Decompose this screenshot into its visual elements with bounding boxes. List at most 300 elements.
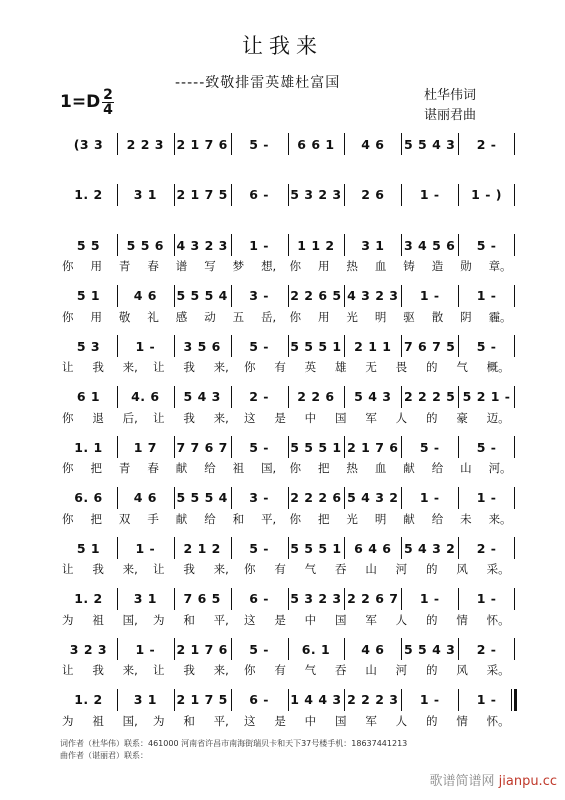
- measure-notes: 5 1: [76, 540, 101, 556]
- measure: [117, 487, 174, 509]
- measure: [60, 638, 117, 660]
- barline: [458, 133, 459, 155]
- lyric-line: [60, 359, 515, 375]
- lyric-line: [60, 410, 515, 426]
- measure: [288, 588, 345, 610]
- lyric-syllable: 人: [395, 612, 408, 627]
- barline: [117, 588, 118, 610]
- measure-notes: 1 -: [419, 187, 440, 202]
- measure: [344, 537, 401, 559]
- measure: [174, 234, 231, 256]
- barline: [514, 386, 515, 408]
- lyric-syllable: 国,: [261, 461, 277, 475]
- measure-notes: 5 4 3 2: [404, 540, 456, 556]
- measure: [401, 588, 458, 610]
- lyric-syllable: 谱: [175, 259, 188, 273]
- lyric-syllable: 国: [335, 713, 347, 728]
- measure-notes: 3 -: [249, 490, 269, 505]
- lyric-syllable: 热: [346, 259, 358, 273]
- measure: [117, 386, 174, 408]
- measure: [60, 335, 117, 357]
- measure: [458, 638, 515, 660]
- lyric-syllable: 风: [456, 562, 468, 576]
- lyric-syllable: 有: [274, 562, 286, 576]
- measure-notes: 3 1: [361, 237, 385, 253]
- barline: [174, 335, 175, 357]
- measure-notes: 1 -: [476, 288, 497, 303]
- measure: [344, 487, 401, 509]
- measure: [458, 184, 515, 206]
- measure-notes: 6 6 1: [297, 136, 335, 152]
- barline: [231, 689, 232, 711]
- measure-notes: 3 1: [133, 692, 157, 707]
- lyric-syllable: 英: [304, 360, 317, 374]
- measure-notes: 2 -: [476, 540, 497, 556]
- lyric-syllable: 退: [92, 410, 104, 425]
- measure: [174, 487, 231, 509]
- barline: [344, 588, 345, 610]
- measure-notes: 5 4 3: [354, 389, 392, 404]
- lyric-syllable: 的: [426, 663, 438, 677]
- lyric-syllable: 山: [365, 663, 377, 677]
- measure: [231, 386, 288, 408]
- lyric-syllable: 我: [183, 663, 195, 677]
- lyric-syllable: 国,: [122, 713, 138, 728]
- measure-notes: 1. 2: [74, 591, 103, 606]
- measure: [458, 133, 515, 155]
- measure-notes: 1. 2: [74, 187, 103, 202]
- measure-notes: 2 -: [476, 641, 497, 657]
- barline: [344, 234, 345, 256]
- measure-notes: 4 6: [133, 490, 157, 505]
- measure: [60, 133, 117, 155]
- measure-notes: 7 6 7 5: [404, 338, 456, 354]
- lyric-syllable: 祖: [232, 461, 245, 475]
- lyric-syllable: 我: [183, 360, 195, 374]
- measure-notes: 2 2 6 5: [290, 288, 342, 303]
- lyric-syllable: 你: [62, 511, 74, 526]
- barline: [514, 537, 515, 559]
- measure: [231, 588, 288, 610]
- lyric-syllable: 国: [335, 612, 347, 627]
- measure: [344, 588, 401, 610]
- measure-notes: 3 1: [133, 591, 157, 606]
- measure-notes: 1 -: [419, 692, 440, 707]
- lyric-line: [60, 258, 515, 274]
- lyric-syllable: 有: [274, 663, 286, 677]
- barline: [174, 638, 175, 660]
- barline: [288, 487, 289, 509]
- barline: [117, 184, 118, 206]
- measure-notes: 5 3 2 3: [290, 187, 342, 202]
- measure-notes: 1 7: [133, 439, 157, 455]
- measure-notes: 5 -: [249, 136, 269, 152]
- measure: [288, 335, 345, 357]
- barline: [514, 184, 515, 206]
- measure: [458, 487, 515, 509]
- barline: [514, 487, 515, 509]
- barline: [401, 638, 402, 660]
- measure: [401, 234, 458, 256]
- measure-notes: 6 -: [249, 692, 269, 707]
- lyric-syllable: 光: [346, 309, 358, 324]
- lyric-syllable: 铸: [403, 259, 415, 273]
- measure-notes: 5 -: [249, 641, 269, 657]
- barline: [514, 638, 515, 660]
- measure-notes: 2 6: [361, 187, 385, 202]
- footer-line-lyricist: 词作者（杜华伟）联系：461000 河南省许昌市南海街瑞贝卡和天下37号楼手机：18637441213: [60, 739, 408, 748]
- measure-notes: 3 5 6: [183, 338, 221, 354]
- measure-notes: (3 3: [73, 136, 104, 152]
- song-title: 让我来: [242, 34, 323, 58]
- measure-notes: 1 -: [249, 237, 269, 253]
- barline: [344, 487, 345, 509]
- lyric-syllable: 用: [317, 309, 330, 324]
- time-signature-bottom: 4: [103, 102, 113, 118]
- lyric-syllable: 我: [183, 410, 195, 425]
- lyric-syllable: 气: [304, 562, 317, 576]
- lyric-syllable: 岳,: [261, 309, 277, 324]
- measure: [401, 285, 458, 307]
- time-signature-top: 2: [103, 87, 113, 103]
- barline: [288, 588, 289, 610]
- measure-notes: 1. 1: [74, 439, 103, 455]
- barline: [458, 588, 459, 610]
- measure-notes: 1 -: [476, 591, 497, 606]
- lyric-syllable: 平,: [261, 511, 277, 526]
- lyric-syllable: 风: [456, 663, 468, 677]
- barline: [231, 285, 232, 307]
- measure: [60, 386, 117, 408]
- lyric-syllable: 后,: [122, 410, 138, 425]
- barline: [458, 234, 459, 256]
- measure-notes: 5 2 1 -: [462, 389, 511, 404]
- measure: [401, 133, 458, 155]
- lyric-line: [60, 612, 515, 628]
- barline: [288, 184, 289, 206]
- barline: [288, 386, 289, 408]
- lyric-syllable: 让: [153, 562, 165, 576]
- notation-row: [60, 689, 515, 711]
- barline: [344, 184, 345, 206]
- measure: [174, 184, 231, 206]
- measure-notes: 1 -: [419, 490, 440, 505]
- measure: [458, 335, 515, 357]
- lyric-syllable: 血: [374, 461, 387, 475]
- measure: [344, 436, 401, 458]
- lyric-syllable: 来,: [122, 663, 138, 677]
- lyric-syllable: 来,: [122, 360, 138, 374]
- lyric-syllable: 把: [317, 461, 330, 475]
- lyric-syllable: 手: [147, 511, 159, 526]
- measure-notes: 1 -: [135, 338, 156, 354]
- barline: [117, 638, 118, 660]
- measure-notes: 6. 1: [301, 641, 331, 657]
- measure: [288, 638, 345, 660]
- lyric-syllable: 中: [304, 713, 317, 728]
- measure: [231, 133, 288, 155]
- lyric-syllable: 春: [147, 461, 159, 475]
- measure: [117, 335, 174, 357]
- measure: [60, 436, 117, 458]
- barline: [117, 133, 118, 155]
- lyric-syllable: 你: [289, 259, 301, 273]
- barline: [514, 335, 515, 357]
- lyric-syllable: 你: [289, 309, 301, 324]
- lyric-syllable: 怀。: [486, 713, 510, 728]
- lyric-syllable: 你: [62, 461, 74, 475]
- lyric-syllable: 让: [62, 360, 74, 374]
- measure: [344, 689, 401, 711]
- measure: [174, 436, 231, 458]
- lyric-syllable: 吞: [335, 663, 347, 677]
- measure-notes: 1 -: [476, 490, 497, 505]
- barline: [174, 234, 175, 256]
- barline: [288, 234, 289, 256]
- barline: [344, 537, 345, 559]
- measure: [458, 537, 515, 559]
- lyric-syllable: 明: [374, 511, 387, 526]
- barline: [401, 184, 402, 206]
- barline: [514, 234, 515, 256]
- lyric-syllable: 河。: [488, 461, 512, 475]
- measure-notes: 6 4 6: [354, 540, 392, 556]
- measure-notes: 2 1 2: [183, 540, 221, 556]
- measure: [60, 285, 117, 307]
- lyric-syllable: 给: [431, 511, 444, 526]
- barline: [231, 638, 232, 660]
- measure: [60, 588, 117, 610]
- measure-notes: 5 5 5 4: [176, 288, 228, 303]
- lyric-syllable: 霾。: [488, 309, 512, 324]
- lyric-syllable: 五: [232, 309, 245, 324]
- lyric-syllable: 情: [456, 612, 468, 627]
- barline: [514, 588, 515, 610]
- lyric-syllable: 热: [346, 461, 358, 475]
- lyric-syllable: 山: [365, 562, 377, 576]
- measure-notes: 4 6: [133, 288, 157, 303]
- barline: [174, 537, 175, 559]
- measure-notes: 2 1 1: [354, 338, 392, 354]
- measure-notes: 3 4 5 6: [404, 237, 456, 253]
- lyric-syllable: 用: [90, 309, 102, 324]
- measure-notes: 2 2 2 6: [290, 490, 342, 505]
- measure: [174, 638, 231, 660]
- barline: [231, 487, 232, 509]
- barline: [288, 638, 289, 660]
- lyric-syllable: 的: [426, 612, 438, 627]
- lyric-syllable: 这: [244, 612, 256, 627]
- lyric-syllable: 把: [90, 511, 102, 526]
- lyric-line: [60, 309, 515, 325]
- measure: [458, 689, 515, 711]
- barline: [117, 436, 118, 458]
- lyric-syllable: 畏: [395, 360, 408, 374]
- measure-notes: 5 5 4 3: [404, 641, 456, 657]
- measure-notes: 4 3 2 3: [347, 288, 399, 303]
- measure: [288, 487, 345, 509]
- measure-notes: 6 -: [249, 591, 269, 606]
- measure: [458, 588, 515, 610]
- measure: [60, 487, 117, 509]
- measure: [288, 436, 345, 458]
- lyric-syllable: 祖: [92, 713, 104, 728]
- time-signature: [102, 88, 114, 117]
- measure-notes: 1. 2: [74, 692, 103, 707]
- notation-row: [60, 588, 515, 610]
- final-barline: [511, 689, 516, 711]
- barline: [288, 335, 289, 357]
- barline: [288, 537, 289, 559]
- measure: [60, 689, 117, 711]
- barline: [174, 133, 175, 155]
- measure-notes: 1 -: [135, 540, 156, 556]
- measure: [117, 689, 174, 711]
- measure-notes: 5 -: [476, 439, 497, 455]
- lyric-syllable: 平,: [213, 612, 229, 627]
- measure: [401, 638, 458, 660]
- measure: [344, 386, 401, 408]
- song-subtitle: -----致敬排雷英雄杜富国: [175, 75, 341, 91]
- barline: [514, 133, 515, 155]
- barline: [401, 386, 402, 408]
- measure-notes: 2 1 7 6: [176, 641, 228, 657]
- lyric-syllable: 你: [244, 562, 256, 576]
- measure: [231, 487, 288, 509]
- lyric-line: [60, 460, 515, 476]
- lyric-syllable: 军: [365, 410, 377, 425]
- lyric-line: [60, 662, 515, 678]
- barline: [401, 285, 402, 307]
- lyric-syllable: 你: [244, 663, 256, 677]
- measure: [174, 386, 231, 408]
- measure-notes: 5 -: [476, 338, 497, 354]
- barline: [231, 184, 232, 206]
- watermark-site: jianpu.cc: [498, 774, 557, 789]
- measure: [117, 285, 174, 307]
- barline: [401, 335, 402, 357]
- measure: [288, 689, 345, 711]
- measure: [231, 689, 288, 711]
- lyric-line: [60, 511, 515, 527]
- measure-notes: 1 -: [135, 641, 156, 657]
- measure-notes: 2 2 6 7: [347, 591, 399, 606]
- notation-row: [60, 487, 515, 509]
- composer-credit: 谌丽君曲: [424, 108, 477, 123]
- lyric-syllable: 你: [62, 410, 74, 425]
- barline: [231, 436, 232, 458]
- measure: [344, 285, 401, 307]
- barline: [117, 234, 118, 256]
- lyric-syllable: 中: [304, 410, 317, 425]
- measure: [174, 689, 231, 711]
- lyric-syllable: 来,: [213, 562, 229, 576]
- measure-notes: 5 -: [476, 237, 497, 253]
- lyric-syllable: 造: [431, 259, 444, 273]
- measure: [288, 537, 345, 559]
- barline: [174, 285, 175, 307]
- lyric-syllable: 为: [62, 713, 74, 728]
- lyric-syllable: 豪: [456, 410, 468, 425]
- measure-notes: 5 5 5 4: [176, 490, 228, 505]
- lyric-syllable: 和: [183, 612, 195, 627]
- measure: [231, 285, 288, 307]
- measure: [117, 133, 174, 155]
- lyric-syllable: 采。: [486, 663, 510, 677]
- lyric-syllable: 给: [204, 461, 216, 475]
- measure: [117, 234, 174, 256]
- lyric-syllable: 写: [204, 259, 216, 273]
- lyric-syllable: 无: [365, 360, 377, 374]
- barline: [231, 588, 232, 610]
- barline: [401, 436, 402, 458]
- lyric-line: [60, 561, 515, 577]
- measure: [117, 638, 174, 660]
- barline: [458, 487, 459, 509]
- lyric-syllable: 国,: [122, 612, 138, 627]
- measure-notes: 2 -: [249, 389, 269, 404]
- key-signature: 1=D: [60, 92, 101, 112]
- lyric-syllable: 想,: [261, 259, 277, 273]
- lyric-line: [60, 713, 515, 729]
- barline: [231, 537, 232, 559]
- measure-notes: 5 -: [249, 540, 269, 556]
- barline: [344, 335, 345, 357]
- lyric-syllable: 把: [317, 511, 330, 526]
- measure-notes: 5 5 5 1: [290, 540, 342, 556]
- measure-notes: 1 - ): [471, 187, 502, 202]
- measure: [117, 588, 174, 610]
- measure: [117, 436, 174, 458]
- lyric-syllable: 让: [153, 663, 165, 677]
- lyric-syllable: 军: [365, 612, 377, 627]
- measure: [231, 335, 288, 357]
- measure: [117, 184, 174, 206]
- measure-notes: 5 4 3: [183, 389, 221, 404]
- measure-notes: 5 -: [249, 338, 269, 354]
- barline: [401, 689, 402, 711]
- lyric-syllable: 来,: [213, 360, 229, 374]
- lyric-syllable: 你: [289, 461, 301, 475]
- barline: [344, 133, 345, 155]
- measure: [288, 285, 345, 307]
- measure-notes: 2 2 6: [297, 389, 335, 404]
- watermark-text: 歌谱简谱网: [429, 774, 495, 789]
- lyric-syllable: 我: [92, 663, 104, 677]
- lyric-syllable: 来,: [122, 562, 138, 576]
- lyric-syllable: 的: [426, 410, 438, 425]
- measure: [344, 234, 401, 256]
- measure-notes: 5 -: [419, 439, 440, 455]
- lyric-syllable: 散: [431, 309, 444, 324]
- measure: [231, 234, 288, 256]
- barline: [288, 285, 289, 307]
- measure: [401, 436, 458, 458]
- notation-row: [60, 537, 515, 559]
- lyric-syllable: 气: [304, 663, 317, 677]
- lyric-syllable: 让: [62, 562, 74, 576]
- barline: [174, 689, 175, 711]
- lyric-syllable: 山: [460, 461, 472, 475]
- measure-notes: 4 6: [361, 136, 385, 152]
- measure-notes: 5 -: [249, 439, 269, 455]
- barline: [117, 487, 118, 509]
- lyric-syllable: 中: [304, 612, 317, 627]
- lyric-syllable: 未: [460, 511, 472, 526]
- measure-notes: 7 6 5: [183, 591, 221, 606]
- lyric-syllable: 双: [118, 511, 131, 526]
- measure: [174, 285, 231, 307]
